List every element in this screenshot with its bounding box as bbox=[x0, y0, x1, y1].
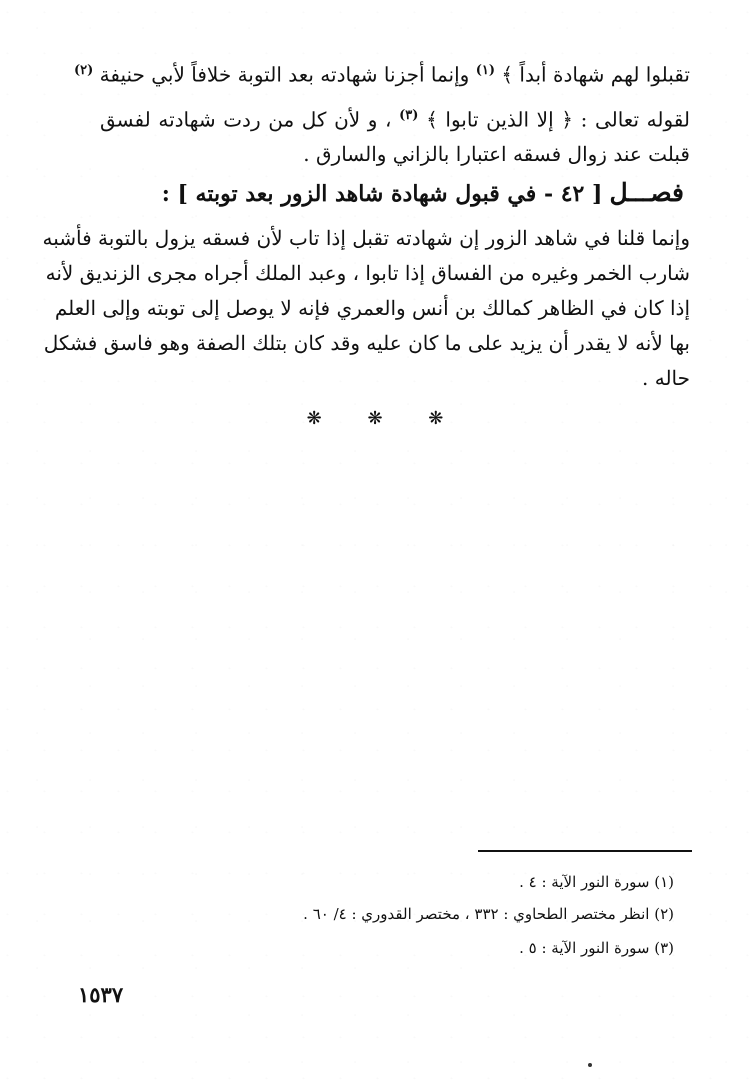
section-line-2: شارب الخمر وغيره من الفساق إذا تابوا ، وعبد الملك أجراه مجرى الزنديق لأنه bbox=[45, 261, 690, 285]
section-heading-title: [ ٤٢ - في قبول شهادة شاهد الزور بعد توبته ] : bbox=[161, 181, 603, 207]
page-number: ١٥٣٧ bbox=[78, 982, 124, 1007]
section-line-4: بها لأنه لا يقدر أن يزيد على ما كان عليه وقد كان بتلك الصفة وهو فاسق فشكل bbox=[43, 331, 690, 355]
body-line-2 bbox=[100, 101, 690, 135]
star-icon: ❋ bbox=[367, 408, 383, 429]
scan-speck bbox=[588, 1063, 592, 1067]
footnote-1: (١) سورة النور الآية : ٤ . bbox=[519, 873, 674, 891]
body-line-2-rest: ، و لأن كل من ردت شهادته لفسق bbox=[100, 107, 392, 132]
star-icon: ❋ bbox=[428, 408, 444, 429]
footnote-ref-2[interactable]: (٢) bbox=[73, 63, 94, 78]
footnote-divider bbox=[478, 850, 692, 852]
section-line-5: حاله . bbox=[642, 366, 690, 390]
separator-stars bbox=[0, 408, 750, 429]
footnote-ref-3[interactable]: (٣) bbox=[399, 108, 419, 123]
body-line-1-rest: وإنما أجزنا شهادته بعد التوبة خلافاً لأبي حنيفة bbox=[99, 62, 470, 87]
body-line-1-text: تقبلوا لهم شهادة أبداً ﴾ bbox=[501, 62, 690, 87]
body-line-3-text: قبلت عند زوال فسقه اعتبارا بالزاني والسارق . bbox=[303, 142, 690, 166]
star-icon: ❋ bbox=[306, 408, 322, 429]
footnote-ref-1[interactable]: (١) bbox=[475, 63, 495, 78]
footnote-3: (٣) سورة النور الآية : ٥ . bbox=[519, 939, 674, 957]
body-line-2-text: لقوله تعالى : ﴿ إلا الذين تابوا ﴾ bbox=[426, 107, 690, 132]
footnote-2: (٢) انظر مختصر الطحاوي : ٣٣٢ ، مختصر القدوري : ٤/ ٦٠ . bbox=[303, 905, 674, 923]
section-heading bbox=[162, 176, 684, 212]
body-line-3 bbox=[100, 139, 690, 169]
section-line-1: وإنما قلنا في شاهد الزور إن شهادته تقبل إذا تاب لأن فسقه يزول بالتوبة فأشبه bbox=[42, 226, 690, 250]
section-line-3: إذا كان في الظاهر كمالك بن أنس والعمري فإنه لا يوصل إلى توبته وإلى العلم bbox=[54, 296, 690, 320]
section-heading-word: فصـــل bbox=[609, 178, 684, 207]
body-line-1 bbox=[73, 56, 690, 90]
